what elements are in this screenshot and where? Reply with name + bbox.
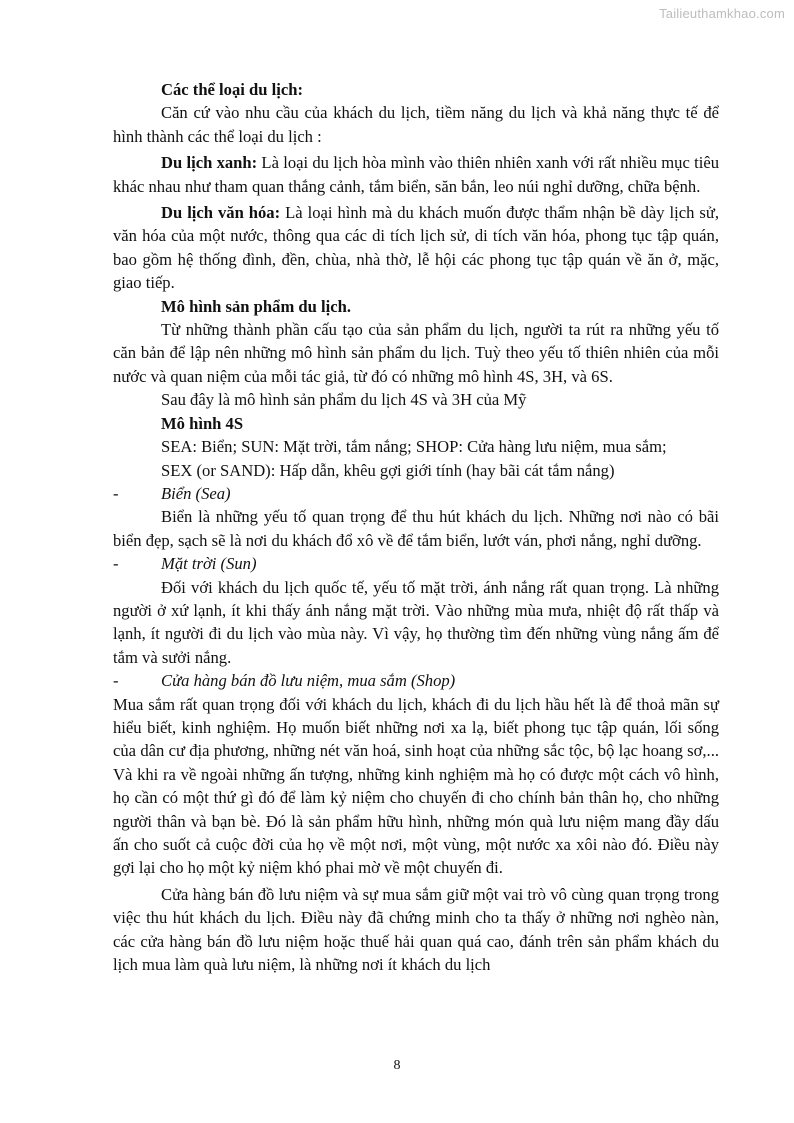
bullet-dash: - — [113, 483, 119, 503]
paragraph-sun: Đối với khách du lịch quốc tế, yếu tố mặt trời, ánh nắng rất quan trọng. Là những người ở xứ lạnh, ít khi thấy ánh nắng mặt trời. Vào những mùa mưa, nhiệt độ rất thấp và lạnh, ít người đi du lịch vào mùa này. Vì vậy, họ thường tìm đến những vùng nắng ấm để tắm và sưởi nắng. — [113, 577, 719, 667]
section-heading-4s-model: Mô hình 4S — [161, 413, 244, 433]
page-number: 8 — [393, 1058, 401, 1073]
paragraph-shop-1: Mua sắm rất quan trọng đối với khách du lịch, khách đi du lịch hầu hết là để thoả mãn sự hiểu biết, kinh nghiệm. Họ muốn biết những nơi xa lạ, biết phong tục tập quán, lối sống của dân cư địa phương, những nét văn hoá, sinh hoạt của những sắc tộc, bộ lạc hoang sơ,... Và khi ra về ngoài những ấn tượng, những kinh nghiệm mà họ có được một cách vô hình, họ cần có một thứ gì đó để làm kỷ niệm cho chuyến đi cho chính bản thân họ, cho những người thân và bạn bè. Đó là sản phẩm hữu hình, những món quà lưu niệm mang đầy dấu ấn cho suốt cả cuộc đời của họ về một nơi, một vùng, một nước xa xôi nào đó. Điều này gợi lại cho họ một kỷ niệm khó phai mờ về một chuyến đi. — [113, 694, 719, 878]
watermark: Tailieuthamkhao.com — [659, 6, 785, 21]
paragraph-intro: Căn cứ vào nhu cầu của khách du lịch, tiềm năng du lịch và khả năng thực tế để hình thành các thể loại du lịch : — [113, 103, 719, 146]
paragraph-cultural-tourism: Du lịch văn hóa: Là loại hình mà du khách muốn được thẩm nhận bề dày lịch sử, văn hóa của một nước, thông qua các di tích lịch sử, di tích văn hóa, phong tục tập quán, bao gồm hệ thống đình, đền, chùa, nhà thờ, lễ hội các phong tục tập quán về ăn ở, mặc, giao tiếp. — [113, 203, 719, 293]
paragraph-4s-line1: SEA: Biển; SUN: Mặt trời, tắm nắng; SHOP: Cửa hàng lưu niệm, mua sắm; — [161, 437, 667, 457]
document-body — [113, 78, 719, 976]
bullet-dash: - — [113, 671, 119, 691]
paragraph-sea: Biển là những yếu tố quan trọng để thu hút khách du lịch. Những nơi nào có bãi biển đẹp, sạch sẽ là nơi du khách đổ xô về để tắm biển, lướt ván, phơi nắng, nghỉ dưỡng. — [113, 507, 719, 550]
bullet-title-sea: Biển (Sea) — [161, 483, 231, 503]
bullet-title-sun: Mặt trời (Sun) — [161, 554, 257, 574]
term-cultural-tourism: Du lịch văn hóa: — [161, 203, 281, 223]
bullet-sun — [113, 552, 719, 575]
paragraph-4s-line2: SEX (or SAND): Hấp dẫn, khêu gợi giới tính (hay bãi cát tắm nắng) — [161, 460, 615, 480]
paragraph-shop-2: Cửa hàng bán đồ lưu niệm và sự mua sắm giữ một vai trò vô cùng quan trọng trong việc thu hút khách du lịch. Điều này đã chứng minh cho ta thấy ở những nơi nghèo nàn, các cửa hàng bán đồ lưu niệm hoặc thuế hải quan quá cao, đánh trên sản phẩm khách du lịch mua làm quà lưu niệm, là những nơi ít khách du lịch — [113, 884, 719, 975]
paragraph-product-models: Từ những thành phần cấu tạo của sản phẩm du lịch, người ta rút ra những yếu tố căn bản để lập nên những mô hình sản phẩm du lịch. Tuỳ theo yếu tố thiên nhiên của mỗi nước và quan niệm của mỗi tác giả, từ đó có những mô hình 4S, 3H, và 6S. — [113, 320, 719, 386]
paragraph-green-tourism: Du lịch xanh: Là loại du lịch hòa mình vào thiên nhiên xanh với rất nhiều mục tiêu khác nhau như tham quan thắng cảnh, tắm biển, săn bắn, leo núi nghỉ dưỡng, chữa bệnh. — [113, 153, 719, 196]
bullet-shop — [113, 669, 719, 692]
section-heading-product-models: Mô hình sản phẩm du lịch. — [161, 296, 351, 316]
section-heading-tourism-types: Các thể loại du lịch: — [161, 80, 303, 99]
bullet-sea — [113, 482, 719, 505]
paragraph-following-models: Sau đây là mô hình sản phẩm du lịch 4S và 3H của Mỹ — [161, 390, 527, 410]
term-green-tourism: Du lịch xanh: — [161, 153, 258, 173]
bullet-dash: - — [113, 554, 119, 574]
bullet-title-shop: Cửa hàng bán đồ lưu niệm, mua sắm (Shop) — [161, 671, 456, 691]
